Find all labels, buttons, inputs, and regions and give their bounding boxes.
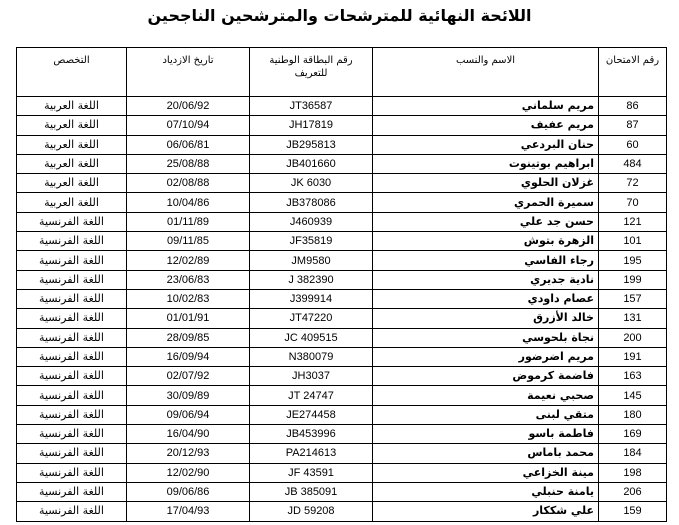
header-specialty: التخصص — [17, 48, 127, 97]
cell-exam-number: 206 — [599, 482, 667, 501]
header-id-card — [250, 48, 373, 97]
cell-birth-date: 07/10/94 — [127, 116, 250, 135]
cell-specialty: اللغة الفرنسية — [17, 289, 127, 308]
header-birth-date: تاريخ الازدياد — [127, 48, 250, 97]
cell-specialty: اللغة الفرنسية — [17, 444, 127, 463]
cell-id-card: JK 6030 — [250, 174, 373, 193]
cell-birth-date: 30/09/89 — [127, 386, 250, 405]
cell-full-name: مريم عفيف — [373, 116, 599, 135]
table-row — [17, 386, 667, 405]
cell-birth-date: 16/04/90 — [127, 425, 250, 444]
header-full-name: الاسم والنسب — [373, 48, 599, 97]
page-title: اللائحة النهائية للمترشحات والمترشحين الناجحين — [147, 6, 532, 25]
results-table — [16, 47, 667, 522]
table-row — [17, 463, 667, 482]
cell-id-card: JC 409515 — [250, 328, 373, 347]
table-row — [17, 232, 667, 251]
cell-specialty: اللغة الفرنسية — [17, 328, 127, 347]
cell-exam-number: 195 — [599, 251, 667, 270]
cell-birth-date: 20/06/92 — [127, 97, 250, 116]
table-row — [17, 444, 667, 463]
cell-id-card: JT47220 — [250, 309, 373, 328]
table-row — [17, 116, 667, 135]
cell-specialty: اللغة الفرنسية — [17, 232, 127, 251]
cell-id-card: JD 59208 — [250, 502, 373, 521]
cell-exam-number: 484 — [599, 154, 667, 173]
cell-id-card: JF 43591 — [250, 463, 373, 482]
cell-id-card: J399914 — [250, 289, 373, 308]
cell-exam-number: 184 — [599, 444, 667, 463]
cell-full-name: نادية جديري — [373, 270, 599, 289]
cell-birth-date: 01/11/89 — [127, 212, 250, 231]
cell-id-card: JB401660 — [250, 154, 373, 173]
cell-specialty: اللغة الفرنسية — [17, 386, 127, 405]
cell-exam-number: 87 — [599, 116, 667, 135]
cell-exam-number: 70 — [599, 193, 667, 212]
table-row — [17, 212, 667, 231]
cell-full-name: محمد باماس — [373, 444, 599, 463]
table-row — [17, 154, 667, 173]
cell-full-name: يامنة حنبلي — [373, 482, 599, 501]
table-row — [17, 347, 667, 366]
cell-id-card: JB 385091 — [250, 482, 373, 501]
header-exam-number: رقم الامتحان — [599, 48, 667, 97]
cell-specialty: اللغة الفرنسية — [17, 463, 127, 482]
cell-birth-date: 28/09/85 — [127, 328, 250, 347]
cell-exam-number: 131 — [599, 309, 667, 328]
cell-exam-number: 159 — [599, 502, 667, 521]
cell-exam-number: 163 — [599, 367, 667, 386]
table-row — [17, 425, 667, 444]
cell-id-card: J 382390 — [250, 270, 373, 289]
cell-full-name: رجاء الفاسي — [373, 251, 599, 270]
cell-birth-date: 20/12/93 — [127, 444, 250, 463]
cell-birth-date: 09/11/85 — [127, 232, 250, 251]
cell-specialty: اللغة الفرنسية — [17, 482, 127, 501]
cell-birth-date: 10/02/83 — [127, 289, 250, 308]
table-row — [17, 405, 667, 424]
cell-exam-number: 101 — [599, 232, 667, 251]
table-row — [17, 502, 667, 521]
cell-specialty: اللغة الفرنسية — [17, 502, 127, 521]
cell-exam-number: 169 — [599, 425, 667, 444]
cell-birth-date: 06/06/81 — [127, 135, 250, 154]
cell-birth-date: 16/09/94 — [127, 347, 250, 366]
cell-id-card: JB295813 — [250, 135, 373, 154]
table-row — [17, 270, 667, 289]
cell-full-name: فاضمة كرموض — [373, 367, 599, 386]
cell-full-name: صحبي نعيمة — [373, 386, 599, 405]
table-row — [17, 289, 667, 308]
cell-exam-number: 157 — [599, 289, 667, 308]
cell-exam-number: 199 — [599, 270, 667, 289]
cell-specialty: اللغة العربية — [17, 116, 127, 135]
table-row — [17, 135, 667, 154]
cell-id-card: JF35819 — [250, 232, 373, 251]
cell-exam-number: 200 — [599, 328, 667, 347]
cell-id-card: N380079 — [250, 347, 373, 366]
cell-full-name: فاطمة باسو — [373, 425, 599, 444]
cell-specialty: اللغة الفرنسية — [17, 309, 127, 328]
cell-full-name: علي شككار — [373, 502, 599, 521]
cell-birth-date: 09/06/86 — [127, 482, 250, 501]
cell-full-name: نجاة بلحوسي — [373, 328, 599, 347]
cell-id-card: JT36587 — [250, 97, 373, 116]
table-row — [17, 328, 667, 347]
cell-birth-date: 09/06/94 — [127, 405, 250, 424]
cell-specialty: اللغة العربية — [17, 174, 127, 193]
cell-exam-number: 86 — [599, 97, 667, 116]
cell-specialty: اللغة العربية — [17, 135, 127, 154]
table-row — [17, 174, 667, 193]
cell-full-name: غزلان الحلوي — [373, 174, 599, 193]
cell-birth-date: 10/04/86 — [127, 193, 250, 212]
cell-exam-number: 121 — [599, 212, 667, 231]
cell-birth-date: 01/01/91 — [127, 309, 250, 328]
table-header-row — [17, 48, 667, 97]
cell-full-name: عصام داودي — [373, 289, 599, 308]
cell-specialty: اللغة الفرنسية — [17, 405, 127, 424]
cell-birth-date: 17/04/93 — [127, 502, 250, 521]
cell-specialty: اللغة الفرنسية — [17, 270, 127, 289]
cell-exam-number: 145 — [599, 386, 667, 405]
table-row — [17, 367, 667, 386]
cell-exam-number: 198 — [599, 463, 667, 482]
cell-exam-number: 191 — [599, 347, 667, 366]
cell-exam-number: 72 — [599, 174, 667, 193]
cell-birth-date: 12/02/90 — [127, 463, 250, 482]
cell-exam-number: 60 — [599, 135, 667, 154]
cell-full-name: ابراهيم بوتينوت — [373, 154, 599, 173]
cell-full-name: حسن جد علي — [373, 212, 599, 231]
cell-birth-date: 02/08/88 — [127, 174, 250, 193]
cell-id-card: J460939 — [250, 212, 373, 231]
cell-id-card: JT 24747 — [250, 386, 373, 405]
cell-id-card: JB378086 — [250, 193, 373, 212]
cell-specialty: اللغة الفرنسية — [17, 367, 127, 386]
table-row — [17, 309, 667, 328]
cell-birth-date: 12/02/89 — [127, 251, 250, 270]
cell-specialty: اللغة العربية — [17, 97, 127, 116]
cell-specialty: اللغة الفرنسية — [17, 425, 127, 444]
cell-id-card: JM9580 — [250, 251, 373, 270]
cell-full-name: مريم اضرضور — [373, 347, 599, 366]
cell-specialty: اللغة الفرنسية — [17, 251, 127, 270]
cell-specialty: اللغة العربية — [17, 154, 127, 173]
cell-full-name: مينة الخزاعي — [373, 463, 599, 482]
cell-specialty: اللغة العربية — [17, 193, 127, 212]
table-row — [17, 97, 667, 116]
table-row — [17, 251, 667, 270]
cell-birth-date: 23/06/83 — [127, 270, 250, 289]
cell-full-name: الزهرة بتوش — [373, 232, 599, 251]
cell-id-card: JB453996 — [250, 425, 373, 444]
cell-exam-number: 180 — [599, 405, 667, 424]
cell-id-card: PA214613 — [250, 444, 373, 463]
header-id-card-line2: للتعريف — [294, 68, 328, 79]
table-row — [17, 482, 667, 501]
cell-full-name: متقي لبنى — [373, 405, 599, 424]
cell-full-name: حنان البردعي — [373, 135, 599, 154]
cell-full-name: سميرة الحمري — [373, 193, 599, 212]
cell-birth-date: 25/08/88 — [127, 154, 250, 173]
cell-id-card: JH3037 — [250, 367, 373, 386]
cell-id-card: JH17819 — [250, 116, 373, 135]
cell-specialty: اللغة الفرنسية — [17, 212, 127, 231]
cell-full-name: خالد الأزرق — [373, 309, 599, 328]
cell-full-name: مريم سلماني — [373, 97, 599, 116]
cell-birth-date: 02/07/92 — [127, 367, 250, 386]
header-id-card-line1: رقم البطاقة الوطنية — [269, 55, 353, 66]
table-row — [17, 193, 667, 212]
cell-specialty: اللغة الفرنسية — [17, 347, 127, 366]
cell-id-card: JE274458 — [250, 405, 373, 424]
